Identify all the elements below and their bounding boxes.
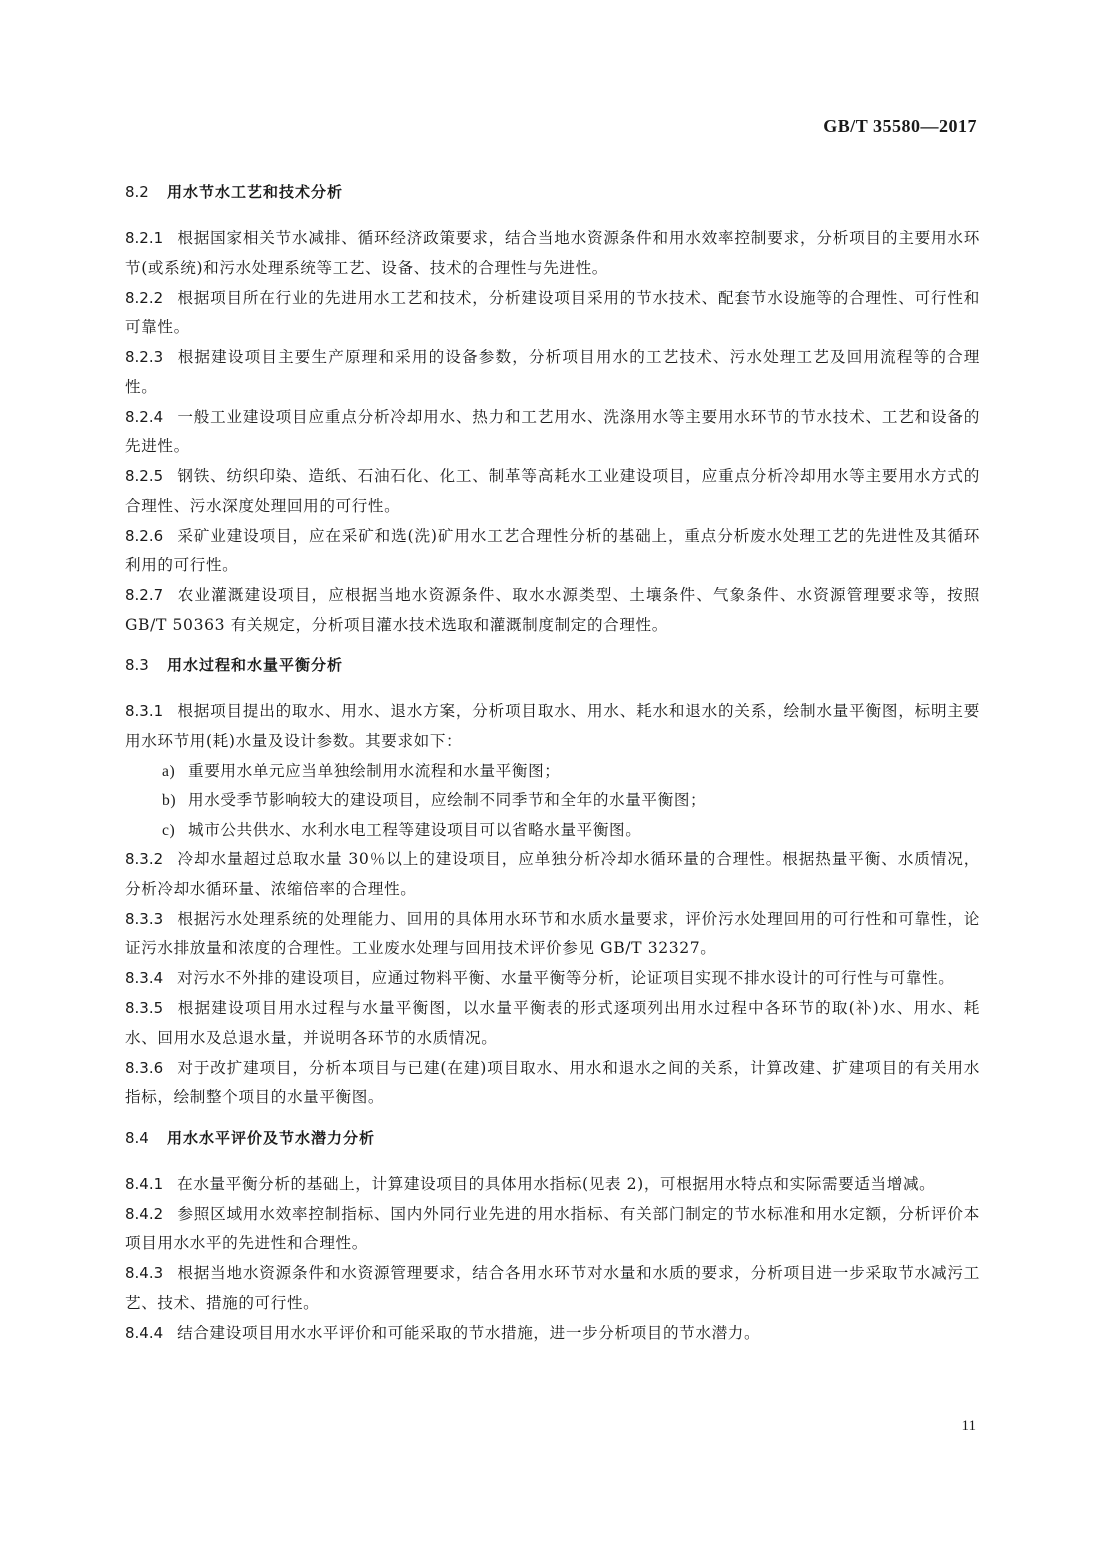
clause-text: 一般工业建设项目应重点分析冷却用水、热力和工艺用水、洗涤用水等主要用水环节的节水技术、工艺和设备的先进性。 [125,407,980,455]
clause-8-2-5 [125,462,980,521]
clause-text: 根据污水处理系统的处理能力、回用的具体用水环节和水质水量要求，评价污水处理回用的可行性和可靠性，论证污水排放量和浓度的合理性。工业废水处理与回用技术评价参见 GB/T 32327。 [125,909,980,957]
section-heading-8-4 [125,1126,980,1151]
clause-text: 根据当地水资源条件和水资源管理要求，结合各用水环节对水量和水质的要求，分析项目进一步采取节水减污工艺、技术、措施的可行性。 [125,1264,980,1312]
list-text: 重要用水单元应当单独绘制用水流程和水量平衡图； [188,761,561,780]
clause-8-2-4 [125,403,980,462]
clause-number: 8.2.1 [125,229,164,247]
clause-number: 8.4.2 [125,1204,164,1223]
clause-number: 8.2.4 [125,407,164,426]
clause-number: 8.3.3 [125,909,164,928]
clause-number: 8.3.5 [125,999,164,1017]
clause-number: 8.3.2 [125,850,164,868]
clause-text: 根据国家相关节水减排、循环经济政策要求，结合当地水资源条件和用水效率控制要求，分析项目的主要用水环节(或系统)和污水处理系统等工艺、设备、技术的合理性与先进性。 [125,229,980,277]
clause-text: 冷却水量超过总取水量 30％以上的建设项目，应单独分析冷却水循环量的合理性。根据热量平衡、水质情况，分析冷却水循环量、浓缩倍率的合理性。 [125,850,980,898]
clause-8-4-3 [125,1259,980,1318]
clause-text: 参照区域用水效率控制指标、国内外同行业先进的用水指标、有关部门制定的节水标准和用水定额，分析评价本项目用水水平的先进性和合理性。 [125,1204,980,1252]
clause-8-3-4 [125,964,980,994]
clause-8-4-1 [125,1170,980,1200]
clause-text: 根据项目所在行业的先进用水工艺和技术，分析建设项目采用的节水技术、配套节水设施等的合理性、可行性和可靠性。 [125,288,980,336]
clause-number: 8.2.3 [125,348,164,366]
clause-text: 根据项目提出的取水、用水、退水方案，分析项目取水、用水、耗水和退水的关系，绘制水量平衡图，标明主要用水环节用(耗)水量及设计参数。其要求如下： [125,702,980,750]
section-heading-8-2 [125,180,980,205]
clause-number: 8.2.6 [125,526,164,545]
clause-number: 8.2.7 [125,586,164,604]
list-label: c) [162,821,176,839]
list-text: 城市公共供水、水利水电工程等建设项目可以省略水量平衡图。 [188,820,642,839]
clause-text: 农业灌溉建设项目，应根据当地水资源条件、取水水源类型、土壤条件、气象条件、水资源管理要求等，按照 GB/T 50363 有关规定，分析项目灌水技术选取和灌溉制度制定的合理性。 [125,586,980,634]
clause-8-2-1 [125,224,980,283]
clause-number: 8.3.4 [125,969,164,987]
document-body [125,180,980,1349]
clause-text: 钢铁、纺织印染、造纸、石油石化、化工、制革等高耗水工业建设项目，应重点分析冷却用水等主要用水方式的合理性、污水深度处理回用的可行性。 [125,467,980,515]
clause-8-4-2 [125,1200,980,1259]
list-item-b [125,786,980,816]
clause-8-2-6 [125,522,980,581]
clause-8-2-7 [125,581,980,640]
standard-code: GB/T 35580—2017 [823,116,977,136]
section-title: 用水水平评价及节水潜力分析 [167,1128,376,1147]
clause-text: 对于改扩建项目，分析本项目与已建(在建)项目取水、用水和退水之间的关系，计算改建、扩建项目的有关用水指标，绘制整个项目的水量平衡图。 [125,1058,980,1106]
clause-8-3-3 [125,905,980,964]
clause-number: 8.4.4 [125,1323,164,1342]
clause-8-2-2 [125,284,980,343]
section-number: 8.4 [125,1128,149,1147]
section-number: 8.3 [125,656,149,674]
clause-text: 结合建设项目用水水平评价和可能采取的节水措施，进一步分析项目的节水潜力。 [177,1323,761,1342]
list-item-c [125,816,980,846]
section-title: 用水过程和水量平衡分析 [167,656,344,674]
clause-8-3-5 [125,994,980,1053]
clause-text: 对污水不外排的建设项目，应通过物料平衡、水量平衡等分析，论证项目实现不排水设计的可行性与可靠性。 [177,969,955,987]
section-number: 8.2 [125,183,149,201]
clause-8-3-1 [125,697,980,756]
clause-8-3-2 [125,845,980,904]
section-heading-8-3 [125,653,980,678]
clause-8-3-6 [125,1054,980,1113]
section-title: 用水节水工艺和技术分析 [167,183,344,201]
clause-number: 8.3.6 [125,1058,164,1077]
clause-number: 8.3.1 [125,702,164,720]
clause-text: 根据建设项目用水过程与水量平衡图，以水量平衡表的形式逐项列出用水过程中各环节的取(补)水、用水、耗水、回用水及总退水量，并说明各环节的水质情况。 [125,999,980,1047]
clause-8-4-4 [125,1319,980,1349]
clause-number: 8.4.3 [125,1264,164,1282]
clause-text: 在水量平衡分析的基础上，计算建设项目的具体用水指标(见表 2)，可根据用水特点和实际需要适当增减。 [177,1174,936,1193]
clause-number: 8.4.1 [125,1174,164,1193]
list-item-a [125,757,980,787]
clause-8-2-3 [125,343,980,402]
clause-number: 8.2.5 [125,467,164,485]
clause-text: 采矿业建设项目，应在采矿和选(洗)矿用水工艺合理性分析的基础上，重点分析废水处理工艺的先进性及其循环利用的可行性。 [125,526,980,574]
clause-number: 8.2.2 [125,288,164,307]
clause-text: 根据建设项目主要生产原理和采用的设备参数，分析项目用水的工艺技术、污水处理工艺及回用流程等的合理性。 [125,348,980,396]
list-label: a) [162,762,176,780]
list-label: b) [162,792,177,809]
list-text: 用水受季节影响较大的建设项目，应绘制不同季节和全年的水量平衡图； [188,791,707,809]
page-number: 11 [961,1418,976,1434]
